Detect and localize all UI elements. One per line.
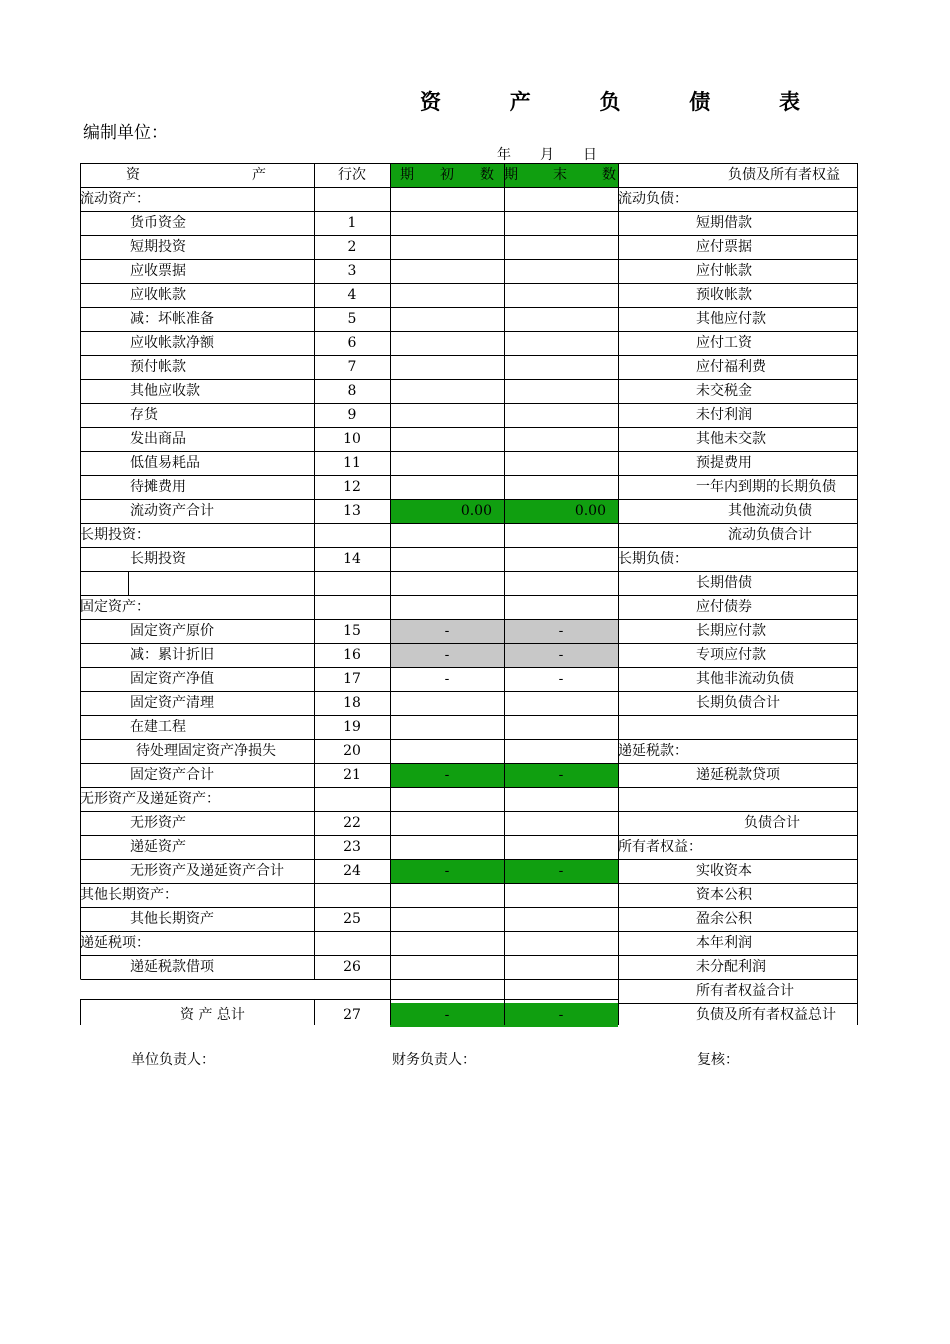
begin-value (390, 787, 504, 811)
begin-value (390, 883, 504, 907)
row-number: 23 (343, 839, 361, 855)
asset-name: 无形资产及递延资产合计 (130, 863, 284, 879)
liability-name: 递延税款： (618, 743, 688, 759)
row-number: 24 (343, 863, 361, 879)
asset-name: 预付帐款 (130, 359, 186, 375)
liability-name (618, 787, 858, 811)
header-end-char: 末 (553, 167, 567, 183)
row-number: 3 (347, 263, 357, 279)
begin-value (390, 523, 504, 547)
end-value: - (504, 1003, 618, 1027)
date-year: 年 (497, 147, 511, 163)
row-number (314, 787, 390, 811)
row-number: 16 (343, 647, 361, 663)
row-number: 13 (343, 503, 361, 519)
end-value (504, 811, 618, 835)
asset-name: 递延税款借项 (130, 959, 214, 975)
liability-name: 未交税金 (696, 383, 752, 399)
end-value (504, 571, 618, 595)
begin-value (390, 691, 504, 715)
asset-name: 短期投资 (130, 239, 186, 255)
row-number (314, 931, 390, 955)
signature-unit-head: 单位负责人： (131, 1052, 215, 1068)
row-number: 4 (347, 287, 357, 303)
liability-name: 其他流动负债 (728, 503, 812, 519)
row-number: 1 (347, 215, 357, 231)
liability-name: 应付帐款 (696, 263, 752, 279)
row-number (314, 523, 390, 547)
asset-name: 存货 (130, 407, 158, 423)
end-value (504, 331, 618, 355)
asset-name (80, 571, 314, 595)
header-liability: 负债及所有者权益 (728, 167, 840, 183)
begin-value (390, 739, 504, 763)
begin-value (390, 307, 504, 331)
row-number (314, 883, 390, 907)
end-value (504, 475, 618, 499)
row-number: 6 (347, 335, 357, 351)
end-value (504, 547, 618, 571)
end-value (504, 211, 618, 235)
asset-name: 递延税项： (80, 935, 150, 951)
liability-name: 实收资本 (696, 863, 752, 879)
row-number: 15 (343, 623, 361, 639)
liability-name: 流动负债合计 (728, 527, 812, 543)
begin-value (390, 979, 504, 1003)
row-number: 8 (347, 383, 357, 399)
begin-value (390, 475, 504, 499)
row-number (314, 187, 390, 211)
liability-name: 所有者权益： (618, 839, 702, 855)
row-number (314, 571, 390, 595)
header-asset (80, 163, 314, 187)
asset-name: 其他长期资产： (80, 887, 178, 903)
row-number: 14 (343, 551, 361, 567)
header-begin-char: 期 (400, 167, 414, 183)
end-value: - (504, 643, 618, 667)
end-value (504, 955, 618, 979)
liability-name: 本年利润 (696, 935, 752, 951)
end-value (504, 691, 618, 715)
liability-name: 短期借款 (696, 215, 752, 231)
unit-label: 编制单位： (83, 123, 168, 143)
begin-value (390, 283, 504, 307)
asset-name: 固定资产： (80, 599, 150, 615)
end-value (504, 451, 618, 475)
liability-name: 其他未交款 (696, 431, 766, 447)
liability-name: 递延税款贷项 (696, 767, 780, 783)
begin-value (390, 907, 504, 931)
begin-value (390, 451, 504, 475)
end-value: - (504, 619, 618, 643)
begin-value (390, 403, 504, 427)
asset-name: 无形资产 (130, 815, 186, 831)
liability-name: 应付福利费 (696, 359, 766, 375)
header-end (504, 163, 618, 187)
row-number: 27 (343, 1007, 361, 1023)
row-number: 20 (343, 743, 361, 759)
asset-name: 流动资产： (80, 191, 150, 207)
header-asset-char: 资 (126, 167, 140, 183)
row-number: 7 (347, 359, 357, 375)
asset-name: 应收票据 (130, 263, 186, 279)
header-begin-char: 初 (440, 167, 454, 183)
begin-value (390, 355, 504, 379)
row-number: 9 (347, 407, 357, 423)
asset-name (80, 979, 314, 1003)
begin-value (390, 811, 504, 835)
liability-name: 应付工资 (696, 335, 752, 351)
asset-name: 固定资产原价 (130, 623, 214, 639)
liability-name: 应付票据 (696, 239, 752, 255)
begin-value: - (390, 763, 504, 787)
signature-review: 复核： (697, 1052, 739, 1068)
end-value (504, 739, 618, 763)
asset-name: 无形资产及递延资产： (80, 791, 220, 807)
asset-name: 长期投资 (130, 551, 186, 567)
end-value (504, 835, 618, 859)
end-value (504, 931, 618, 955)
row-number: 5 (347, 311, 357, 327)
liability-name: 预收帐款 (696, 287, 752, 303)
liability-name: 长期借债 (696, 575, 752, 591)
row-number: 22 (343, 815, 361, 831)
begin-value: 0.00 (390, 499, 504, 523)
liability-name: 负债及所有者权益总计 (696, 1007, 836, 1023)
begin-value (390, 571, 504, 595)
liability-name: 其他非流动负债 (696, 671, 794, 687)
liability-name (618, 715, 858, 739)
begin-value (390, 379, 504, 403)
row-number: 10 (343, 431, 361, 447)
end-value (504, 883, 618, 907)
end-value (504, 523, 618, 547)
asset-name: 长期投资： (80, 527, 150, 543)
signature-finance-head: 财务负责人： (392, 1052, 476, 1068)
title-char: 负 (599, 90, 621, 114)
begin-value (390, 715, 504, 739)
end-value (504, 355, 618, 379)
row-number: 11 (343, 455, 361, 471)
asset-name: 流动资产合计 (130, 503, 214, 519)
date-month: 月 (540, 147, 554, 163)
liability-name: 长期应付款 (696, 623, 766, 639)
end-value (504, 283, 618, 307)
asset-name: 应收帐款 (130, 287, 186, 303)
asset-name: 货币资金 (130, 215, 186, 231)
asset-name: 低值易耗品 (130, 455, 200, 471)
asset-name: 待处理固定资产净损失 (136, 743, 276, 759)
liability-name: 预提费用 (696, 455, 752, 471)
end-value: - (504, 859, 618, 883)
end-value (504, 907, 618, 931)
row-number: 21 (343, 767, 361, 783)
end-value (504, 307, 618, 331)
end-value (504, 187, 618, 211)
liability-name: 流动负债： (618, 191, 688, 207)
begin-value (390, 259, 504, 283)
row-number (314, 979, 390, 1003)
begin-value (390, 211, 504, 235)
header-asset-char: 产 (252, 167, 266, 183)
begin-value (390, 547, 504, 571)
asset-name: 减：累计折旧 (130, 647, 214, 663)
asset-name: 资 产 总计 (180, 1007, 245, 1023)
row-number: 12 (343, 479, 361, 495)
liability-name: 其他应付款 (696, 311, 766, 327)
header-end-char: 期 (504, 167, 518, 183)
liability-name: 未分配利润 (696, 959, 766, 975)
end-value (504, 259, 618, 283)
liability-name: 一年内到期的长期负债 (696, 479, 836, 495)
asset-name: 在建工程 (130, 719, 186, 735)
begin-value (390, 235, 504, 259)
begin-value: - (390, 1003, 504, 1027)
row-number: 26 (343, 959, 361, 975)
row-number: 19 (343, 719, 361, 735)
asset-name: 待摊费用 (130, 479, 186, 495)
row-number (314, 595, 390, 619)
header-end-char: 数 (602, 167, 616, 183)
end-value (504, 595, 618, 619)
liability-name: 长期负债合计 (696, 695, 780, 711)
asset-name: 其他应收款 (130, 383, 200, 399)
asset-name: 发出商品 (130, 431, 186, 447)
asset-name: 递延资产 (130, 839, 186, 855)
asset-name: 固定资产清理 (130, 695, 214, 711)
asset-name: 固定资产合计 (130, 767, 214, 783)
row-number: 17 (343, 671, 361, 687)
title-char: 表 (779, 90, 800, 114)
title-char: 债 (689, 90, 711, 114)
asset-name: 减：坏帐准备 (130, 311, 214, 327)
begin-value: - (390, 859, 504, 883)
header-begin (390, 163, 504, 187)
title-char: 资 (420, 90, 441, 114)
end-value (504, 715, 618, 739)
asset-name: 固定资产净值 (130, 671, 214, 687)
liability-name: 资本公积 (696, 887, 752, 903)
liability-name: 所有者权益合计 (696, 983, 794, 999)
header-begin-char: 数 (480, 167, 494, 183)
begin-value (390, 427, 504, 451)
liability-name: 未付利润 (696, 407, 752, 423)
end-value (504, 379, 618, 403)
date-day: 日 (583, 147, 597, 163)
begin-value: - (444, 671, 450, 687)
begin-value (390, 331, 504, 355)
asset-name: 其他长期资产 (130, 911, 214, 927)
liability-name: 专项应付款 (696, 647, 766, 663)
end-value (504, 787, 618, 811)
end-value (504, 427, 618, 451)
begin-value (390, 835, 504, 859)
end-value (504, 403, 618, 427)
end-value (504, 235, 618, 259)
begin-value (390, 955, 504, 979)
begin-value (390, 187, 504, 211)
asset-name: 应收帐款净额 (130, 335, 214, 351)
liability-name: 负债合计 (744, 815, 800, 831)
end-value: 0.00 (504, 499, 618, 523)
row-number: 18 (343, 695, 361, 711)
row-number: 2 (347, 239, 357, 255)
begin-value: - (390, 619, 504, 643)
begin-value (390, 595, 504, 619)
liability-name: 应付债券 (696, 599, 752, 615)
liability-name: 长期负债： (618, 551, 688, 567)
begin-value: - (390, 643, 504, 667)
end-value: - (558, 671, 564, 687)
end-value (504, 979, 618, 1003)
title-char: 产 (509, 90, 531, 114)
end-value: - (504, 763, 618, 787)
begin-value (390, 931, 504, 955)
liability-name: 盈余公积 (696, 911, 752, 927)
row-number: 25 (343, 911, 361, 927)
page-title (420, 86, 800, 116)
date-line (497, 144, 597, 164)
header-row-no: 行次 (338, 167, 366, 183)
